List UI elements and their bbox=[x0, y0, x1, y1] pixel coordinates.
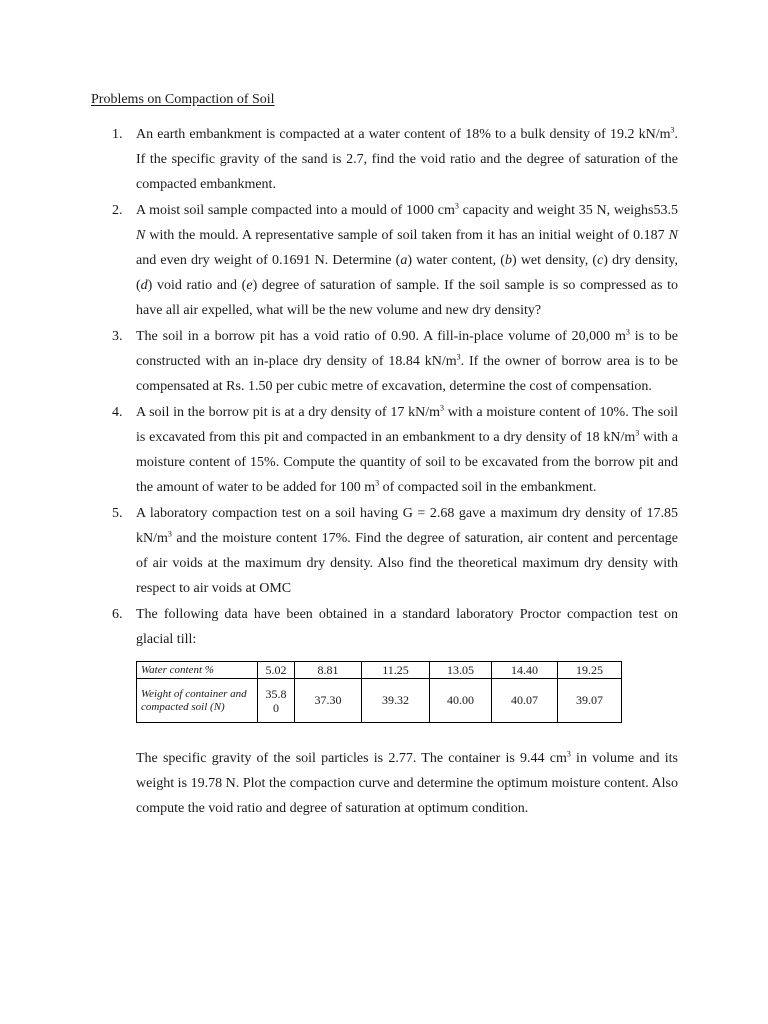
superscript: 3 bbox=[625, 327, 630, 337]
page-title: Problems on Compaction of Soil bbox=[91, 92, 275, 107]
superscript: 3 bbox=[635, 428, 640, 438]
table-cell: 37.30 bbox=[295, 679, 362, 723]
italic-text: c bbox=[597, 253, 604, 268]
table-cell: 14.40 bbox=[492, 662, 558, 679]
weight-label: Weight of container and compacted soil (N) bbox=[137, 679, 258, 723]
superscript: 3 bbox=[566, 749, 571, 759]
problem-number: 1. bbox=[112, 127, 123, 142]
problem-number: 6. bbox=[112, 607, 123, 622]
problem-text: An earth embankment is compacted at a water content of 18% to a bulk density of 19.2 $kN/m^3$. If the specific gravity of the sand is 2.7, find the void ratio and the degree of saturation of the compacted embankment. bbox=[136, 125, 678, 192]
italic-text: b bbox=[504, 253, 512, 268]
problem-item bbox=[0, 501, 768, 601]
problem-number: 3. bbox=[112, 329, 123, 344]
problem-text: A moist soil sample compacted into a mould of 1000 $cm^3$ capacity and weight 35 N, weighs53.5 N with the mould. A representative sample of soil taken from it has an initial weight of 0.187 N and even dry weight of 0.1691 N. Determine (a) water content, (b) wet density, (c) dry density, (d) void ratio and (e) degree of saturation of sample. If the soil sample is so compressed as to have all air expelled, what will be the new volume and new dry density? bbox=[136, 201, 679, 318]
italic-text: N bbox=[668, 228, 678, 243]
table-cell: 40.07 bbox=[492, 679, 558, 723]
italic-text: a bbox=[400, 253, 408, 268]
problem-number: 2. bbox=[112, 203, 123, 218]
superscript: 3 bbox=[456, 352, 461, 362]
problem-number: 5. bbox=[112, 506, 123, 521]
table-row bbox=[137, 679, 622, 723]
problem-item bbox=[0, 602, 768, 652]
problem-text: The soil in a borrow pit has a void ratio of 0.90. A fill-in-place volume of 20,000 $m^3$ is to be constructed with an in-place dry density of 18.84 $kN/m^3$. If the owner of borrow area is to be compensated at Rs. 1.50 per cubic metre of excavation, determine the cost of compensation. bbox=[136, 327, 678, 394]
problem-text: A soil in the borrow pit is at a dry density of 17 $kN/m^3$ with a moisture content of 10%. The soil is excavated from this pit and compacted in an embankment to a dry density of 18 $kN/m^3$ with a moisture content of 15%. Compute the quantity of soil to be excavated from the borrow pit and the amount of water to be added for 100 $m^3$ of compacted soil in the embankment. bbox=[136, 403, 678, 495]
water-content-label: Water content % bbox=[137, 662, 258, 679]
closing-paragraph: The specific gravity of the soil particles is 2.77. The container is 9.44 $cm^3$ in volume and its weight is 19.78 N. Plot the compaction curve and determine the optimum moisture content. Also compute the void ratio and degree of saturation at optimum condition. bbox=[136, 749, 678, 816]
problem-text: The following data have been obtained in a standard laboratory Proctor compaction test on glacial till: bbox=[136, 607, 678, 647]
table-cell: 35.8 0 bbox=[258, 679, 295, 723]
problem-item bbox=[0, 198, 768, 323]
superscript: 3 bbox=[440, 403, 445, 413]
table-cell: 39.07 bbox=[558, 679, 622, 723]
superscript: 3 bbox=[454, 201, 459, 211]
italic-text: e bbox=[246, 278, 253, 293]
table-cell: 8.81 bbox=[295, 662, 362, 679]
table-cell: 11.25 bbox=[362, 662, 430, 679]
superscript: 3 bbox=[375, 478, 380, 488]
table-cell: 39.32 bbox=[362, 679, 430, 723]
table-cell: 13.05 bbox=[430, 662, 492, 679]
superscript: 3 bbox=[167, 529, 172, 539]
problem-number: 4. bbox=[112, 405, 123, 420]
table-cell: 5.02 bbox=[258, 662, 295, 679]
table-cell: 40.00 bbox=[430, 679, 492, 723]
problem-item bbox=[0, 122, 768, 197]
problem-list bbox=[0, 122, 768, 653]
problem-text: A laboratory compaction test on a soil having G = 2.68 gave a maximum dry density of 17.85 $kN/m^3$ and the moisture content 17%. Find the degree of saturation, air content and percentage of air voids at the maximum dry density. Also find the theoretical maximum dry density with respect to air voids at OMC bbox=[136, 506, 678, 596]
compaction-data-table bbox=[136, 661, 622, 723]
superscript: 3 bbox=[670, 125, 675, 135]
problem-item bbox=[0, 400, 768, 500]
italic-text: N bbox=[136, 228, 146, 243]
problem-item bbox=[0, 324, 768, 399]
table-cell: 19.25 bbox=[558, 662, 622, 679]
italic-text: d bbox=[140, 278, 148, 293]
table-row bbox=[137, 662, 622, 679]
